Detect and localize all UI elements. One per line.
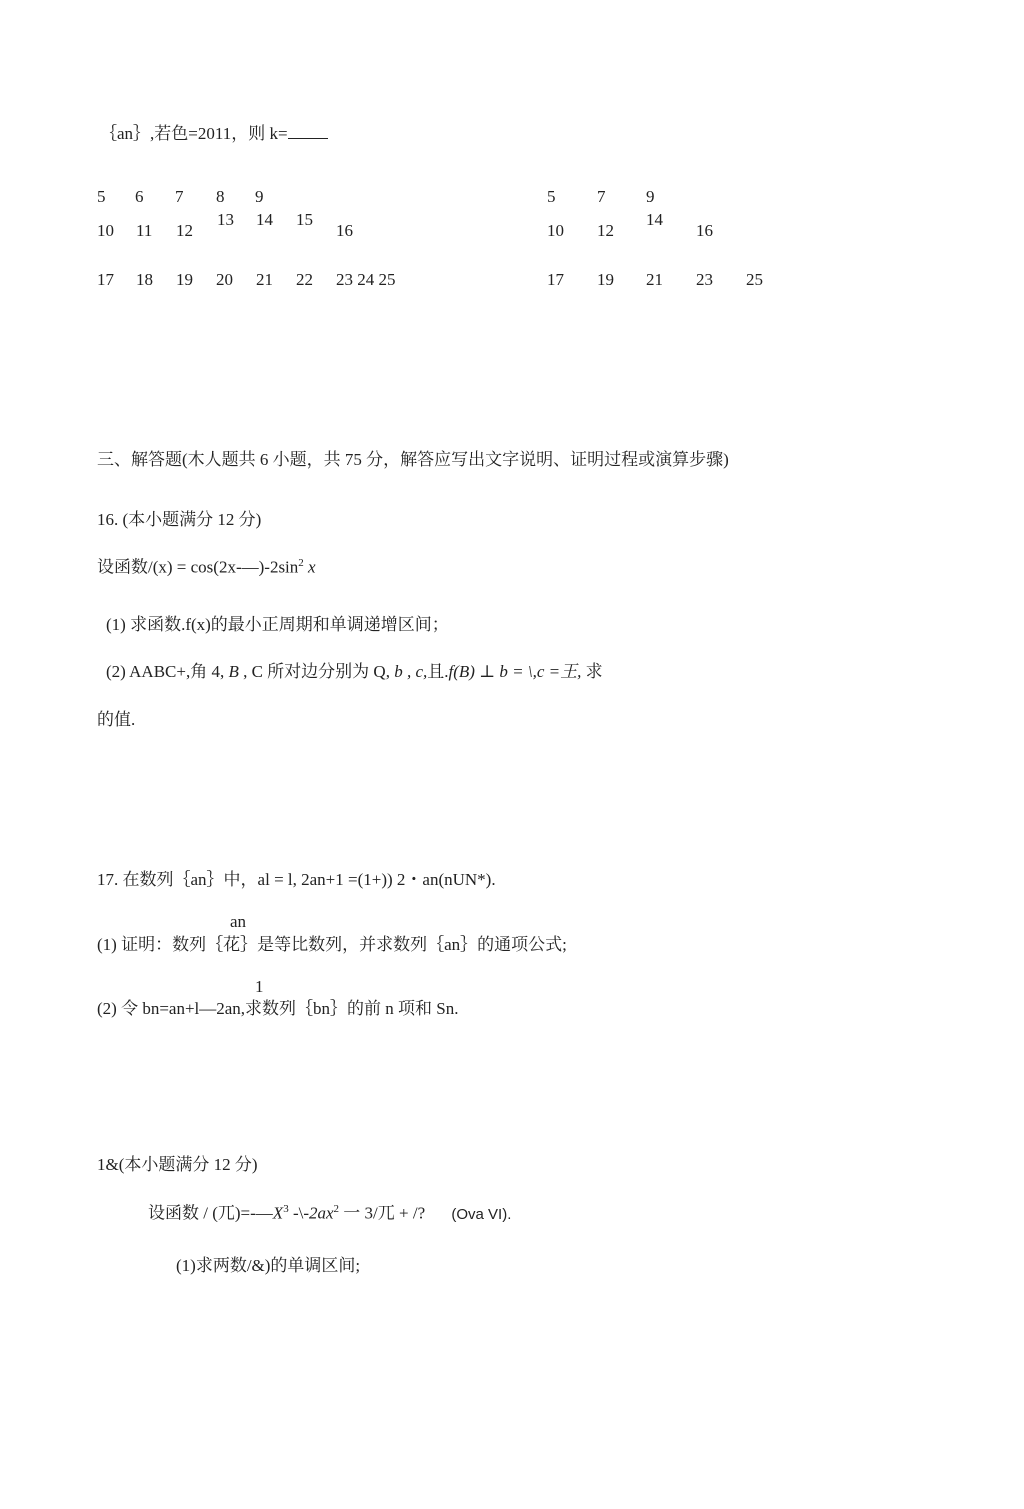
grid-number: 9 [255, 187, 264, 206]
q16-part1: (1) 求函数.f(x)的最小正周期和单调递增区间； [106, 615, 449, 634]
q16-part2-formula: f(B) ⊥ b = \,c =王, [448, 662, 582, 681]
grid-number: 7 [597, 187, 606, 206]
grid-number: 14 [646, 210, 663, 229]
q16-title: 16. (本小题满分 12 分) [97, 510, 262, 529]
grid-number: 17 [97, 270, 114, 289]
answer-blank [288, 124, 328, 139]
q18-condition: (Ova VI). [451, 1205, 512, 1223]
q16-part2-var-bc: b , c, [394, 662, 428, 681]
grid-number: 16 [696, 221, 713, 240]
grid-number: 5 [547, 187, 556, 206]
grid-number: 25 [746, 270, 763, 289]
grid-number: 10 [547, 221, 564, 240]
grid-number: 11 [136, 221, 153, 240]
grid-number: 21 [646, 270, 663, 289]
grid-number: 5 [97, 187, 106, 206]
grid-number: 19 [176, 270, 193, 289]
grid-number: 19 [597, 270, 614, 289]
q16-part2-var-b: B [228, 662, 239, 681]
q18-function [148, 1199, 511, 1225]
q18-exponent: 3 [283, 1203, 289, 1215]
grid-number: 15 [296, 210, 313, 229]
grid-number: 21 [256, 270, 273, 289]
grid-number: 7 [175, 187, 184, 206]
q16-variable: x [303, 557, 316, 577]
q18-exponent: 2 [333, 1203, 340, 1215]
grid-number: 14 [256, 210, 273, 229]
q16-part2-text: 且. [427, 662, 449, 681]
q16-exponent: 2 [298, 557, 304, 569]
grid-number: 13 [217, 210, 234, 229]
grid-number: 9 [646, 187, 655, 206]
grid-number: 16 [336, 221, 353, 240]
q18-title: 1&(本小题满分 12 分) [97, 1155, 258, 1174]
grid-number: 6 [135, 187, 144, 206]
q17-fraction-numerator: an [230, 912, 247, 931]
q16-part2-tail: 的值. [97, 710, 136, 729]
q17-part1: (1) 证明：数列｛花｝是等比数列，并求数列｛an｝的通项公式; [97, 935, 567, 954]
grid-number: 23 24 25 [336, 270, 396, 289]
fill-in-question [100, 124, 328, 144]
q18-var-x: X [272, 1203, 284, 1223]
section-heading: 三、解答题(木人题共 6 小题，共 75 分，解答应写出文字说明、证明过程或演算步骤) [97, 450, 729, 469]
grid-number: 23 [696, 270, 713, 289]
grid-number: 18 [136, 270, 153, 289]
q18-function-text: -\- [288, 1203, 309, 1223]
q16-part2-text: , C 所对边分别为 Q, [238, 662, 395, 681]
q16-part2 [106, 662, 603, 682]
grid-number: 8 [216, 187, 225, 206]
q18-term: 2ax [308, 1203, 334, 1223]
q17-part2: (2) 令 bn=an+l—2an,求数列｛bn｝的前 n 项和 Sn. [97, 999, 459, 1018]
q18-function-text: 设函数 / (兀)=-— [148, 1203, 273, 1223]
grid-number: 22 [296, 270, 313, 289]
grid-number: 12 [176, 221, 193, 240]
grid-number: 10 [97, 221, 114, 240]
q16-part2-text: (2) AABC+,角 4, [106, 662, 229, 681]
grid-number: 20 [216, 270, 233, 289]
fill-in-text: ｛an｝,若色=2011，则 k= [100, 124, 288, 143]
q16-function [97, 553, 316, 578]
grid-number: 17 [547, 270, 564, 289]
q17-title: 17. 在数列｛an｝中，al = l, 2an+1 =(1+)) 2・an(nUN*). [97, 870, 496, 889]
q16-part2-text: 求 [581, 662, 603, 681]
q18-part1: (1)求两数/&)的单调区间; [176, 1256, 361, 1275]
grid-number: 12 [597, 221, 614, 240]
q18-function-text: 一 3/兀 + /? [339, 1203, 426, 1223]
q17-fraction-numerator: 1 [255, 977, 264, 996]
q16-function-text: 设函数/(x) = cos(2x-—)-2sin [97, 557, 299, 577]
